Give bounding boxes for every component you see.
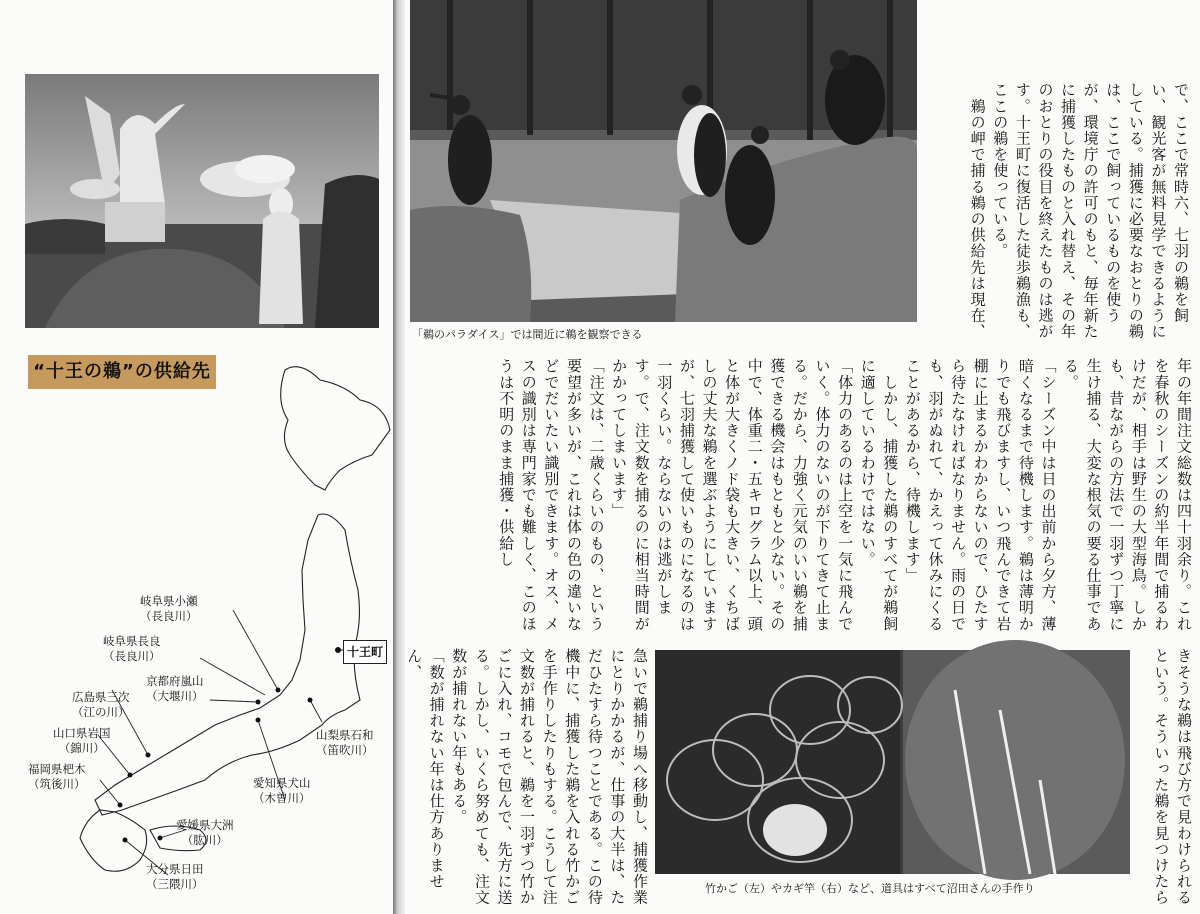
map-label-fukuoka-haki: 福岡県杷木 （筑後川）	[28, 762, 86, 791]
tools-photo	[655, 650, 1130, 874]
statue-photo	[25, 74, 379, 328]
article-text-middle: 年の年間注文総数は四十羽余り。これを春秋のシーズンの約半年間で捕るわけだが、相手は野生の大型海鳥。しかも、昔ながらの方法で一羽ずつ丁寧に生け捕る、大変な根気の要る仕事である。 「シーズン中は日の出前から夕方、薄暗くなるまで待機します。鵜は薄明かりでも飛びますし、いつ飛んできて岩棚に止まるかわからないので、ひたすら待たなければなりません。雨の日でも、羽がぬれて、かえって休みにくることがあるから、待機します」 しかし、捕獲した鵜のすべてが鵜飼に適しているわけではない。 「体力のあるのは上空を一気に飛んでいく。体力のないのが下りてきて止まる。だから、力強く元気のいい鵜を捕獲できる機会はもともと少ない。その中で、体重二・五キログラム以上、頭と体が大きくノド袋も大きい、くちばしの丈夫な鵜を選ぶようにしていますが、七羽捕獲して使いものになるのは一羽くらい。ならないのは逃がします。で、注文数を捕るのに相当時間がかかってしまいます」 「注文は、二歳くらいのもの、という要望が多いが、これは体の色の違いなどでだいたい識別できます。オス、メスの識別は専門家でも難しく、このほうは不明のまま捕獲・供給し	[497, 358, 1193, 632]
left-page	[0, 0, 393, 914]
map-label-hiroshima-miyoshi: 広島県三次 （江の川）	[72, 690, 130, 719]
map-label-yamanashi-isawa: 山梨県石和 （笛吹川）	[316, 728, 374, 757]
map-label-kyoto-arashiyama: 京都府嵐山 （大堰川）	[146, 674, 204, 703]
map-label-aichi-inuyama: 愛知県犬山 （木曽川）	[253, 776, 311, 805]
article-text-bottom-left: 急いで鵜捕り場へ移動し、捕獲作業にとりかかるが、仕事の大半は、ただひたすら待つことである。この待機中に、捕獲した鵜を入れる竹かごを手作りしたりもする。こうして注文数が捕れると、鵜を一羽ずつ竹かごに入れ、コモで包んで、先方に送る。しかし、いくら努めても、注文数が捕れない年もある。 「数が捕れない年は仕方ありません、	[405, 648, 649, 906]
origin-town-label: 十王町	[343, 640, 387, 664]
map-label-oita-hita: 大分県日田 （三隈川）	[146, 862, 204, 891]
map-label-yamaguchi-iwakuni: 山口県岩国 （錦川）	[53, 726, 111, 755]
book-gutter	[393, 0, 405, 914]
map-label-gifu-nagara: 岐阜県長良 （長良川）	[103, 634, 161, 663]
paradise-photo-caption: 「鵜のパラダイス」では間近に鵜を観察できる	[412, 328, 643, 341]
map-title: “十王の鵜”の供給先	[28, 355, 216, 389]
tools-photo-caption: 竹かご（左）やカギ竿（右）など、道具はすべて沼田さんの手作り	[705, 882, 1035, 895]
map-label-ehime-ozu: 愛媛県大洲 （肱川）	[176, 818, 234, 847]
article-text-bottom-right: きそうな鵜は飛び方で見わけられるという。そういった鵜を見つけたら	[1152, 648, 1193, 906]
article-text-top: で、ここで常時六、七羽の鵜を飼い、観光客が無料見学できるようにしている。捕獲に必要なおとりの鵜は、ここで飼っているものを使うが、環境庁の許可のもと、毎年新たに捕獲したものと入れ替え、その年のおとりの役目を終えたものは逃がす。十王町に復活した徒歩鵜漁も、ここの鵜を使っている。 鵜の岬で捕る鵜の供給先は現在、	[968, 82, 1190, 340]
cormorant-paradise-photo	[410, 0, 917, 322]
map-label-gifu-oze: 岐阜県小瀬 （長良川）	[140, 594, 198, 623]
